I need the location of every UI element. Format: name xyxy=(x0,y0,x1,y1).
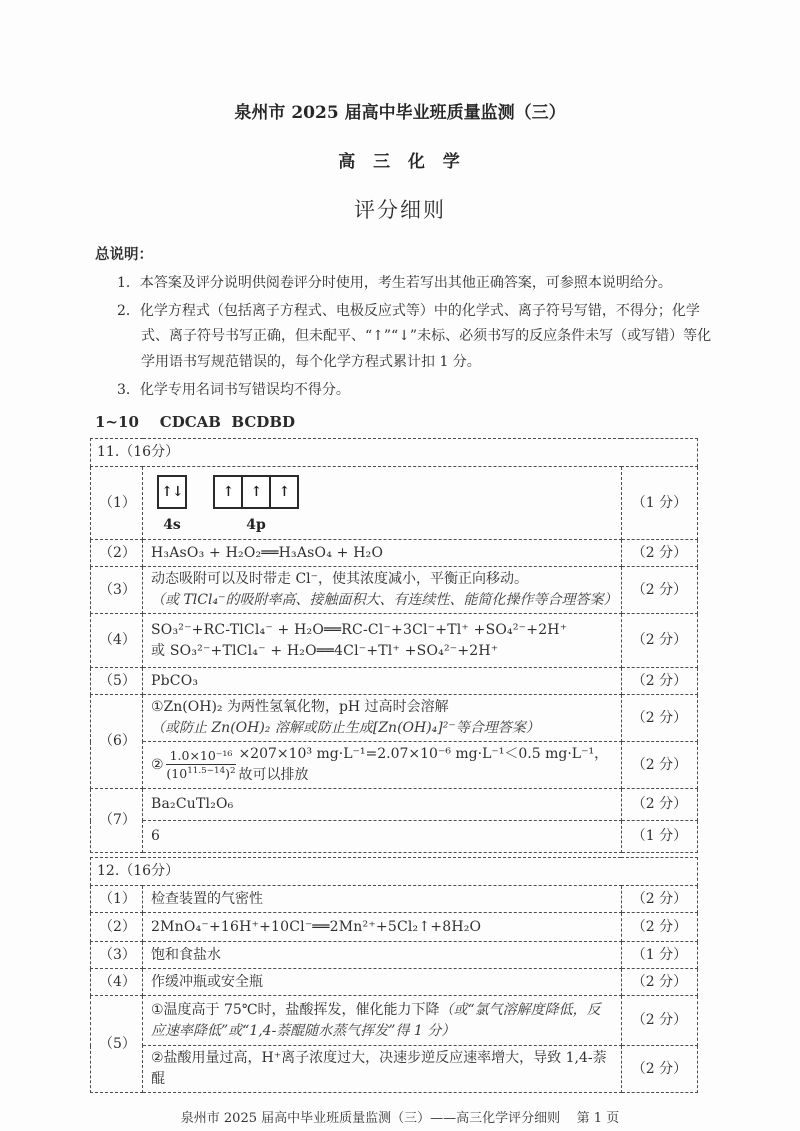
question-number: （1） xyxy=(91,886,143,913)
note-item-2 xyxy=(95,299,713,375)
answer-cell: Ba₂CuTl₂O₆ xyxy=(143,789,622,821)
table-row xyxy=(91,1046,698,1093)
question-number: （5） xyxy=(91,668,143,695)
answer-cell xyxy=(143,695,622,742)
question-number: （4） xyxy=(91,969,143,996)
table-row xyxy=(91,969,698,996)
fraction xyxy=(166,749,237,782)
question-number: （3） xyxy=(91,942,143,969)
note-item-1 xyxy=(95,271,713,296)
score-cell: （2 分） xyxy=(621,996,697,1046)
orbital-label-4s: 4s xyxy=(163,517,181,534)
subject-title: 高 三 化 学 xyxy=(338,152,462,172)
table-row xyxy=(91,942,698,969)
answer-cell: ②盐酸用量过高，H⁺离子浓度过大，决速步逆反应速率增大，导致 1,4-萘醌 xyxy=(143,1046,622,1093)
answer-cell: PbCO₃ xyxy=(143,668,622,695)
note-text: 化学方程式（包括离子方程式、电极反应式等）中的化学式、离子符号写错，不得分；化学式、离子符号书写正确，但未配平、“↑”“↓”未标、必须书写的反应条件未写（或写错）等化学用语书写规范错误的，每个化学方程式累计扣 1 分。 xyxy=(139,303,712,370)
orbital-label-4p: 4p xyxy=(246,517,266,534)
q11-header-row xyxy=(91,439,698,467)
answer-cell: H₃AsO₃ + H₂O₂══H₃AsO₄ + H₂O xyxy=(143,540,622,567)
choice-answers: 1~10 CDCAB BCDBD xyxy=(95,413,296,432)
answer-cell xyxy=(143,467,622,540)
score-cell: （1 分） xyxy=(621,821,697,853)
answer-line: ①Zn(OH)₂ 为两性氢氧化物，pH 过高时会溶解 xyxy=(151,699,449,716)
table-row xyxy=(91,913,698,942)
answer-cell: 6 xyxy=(143,821,622,853)
score-cell: （2 分） xyxy=(621,695,697,742)
notes-heading: 总说明： xyxy=(95,246,153,263)
note-number: 2． xyxy=(117,303,140,320)
answer-main: ①温度高于 75℃时，盐酸挥发，催化能力下降 xyxy=(151,1001,440,1018)
answer-cell xyxy=(143,742,622,789)
question-number: （6） xyxy=(91,695,143,789)
question-number: （2） xyxy=(91,913,143,942)
score-cell: （2 分） xyxy=(621,668,697,695)
answer-alt-line: （或 TlCl₄⁻的吸附率高、接触面积大、有连续性、能简化操作等合理答案） xyxy=(151,592,618,609)
q12-header-row xyxy=(91,858,698,886)
table-row xyxy=(91,467,698,540)
footer-text: 泉州市 2025 届高中毕业班质量监测（三）——高三化学评分细则 第 1 页 xyxy=(180,1111,620,1127)
question-number: （4） xyxy=(91,614,143,668)
answer-line: 动态吸附可以及时带走 Cl⁻，使其浓度减小，平衡正向移动。 xyxy=(151,571,529,588)
equation-alt-line: 或 SO₃²⁻+TlCl₄⁻ + H₂O══4Cl⁻+Tl⁺ +SO₄²⁻+2H⁺ xyxy=(151,642,499,659)
calculation-rest: ×207×10³ mg·L⁻¹=2.07×10⁻⁶ mg·L⁻¹＜0.5 mg·L⁻¹，故可以排放 xyxy=(238,746,609,784)
orbital-box-4p-1: ↑ xyxy=(213,475,243,509)
fraction-denominator: $(10^{11.5-14})^2$ xyxy=(166,765,236,782)
fraction-numerator: 1.0×10⁻¹⁶ xyxy=(166,749,237,765)
table-row xyxy=(91,567,698,614)
score-cell: （2 分） xyxy=(621,614,697,668)
table-row xyxy=(91,742,698,789)
answer-cell xyxy=(143,567,622,614)
page-title: 泉州市 2025 届高中毕业班质量监测（三） xyxy=(234,103,566,123)
score-cell: （1 分） xyxy=(621,467,697,540)
orbital-4s-group xyxy=(157,475,187,536)
orbital-box-4s: ↑↓ xyxy=(157,475,187,509)
question-number: （2） xyxy=(91,540,143,567)
score-cell: （2 分） xyxy=(621,789,697,821)
table-row xyxy=(91,821,698,853)
question-number: （7） xyxy=(91,789,143,853)
answer-cell: 2MnO₄⁻+16H⁺+10Cl⁻══2Mn²⁺+5Cl₂↑+8H₂O xyxy=(143,913,622,942)
score-cell: （2 分） xyxy=(621,567,697,614)
score-cell: （2 分） xyxy=(621,913,697,942)
score-cell: （2 分） xyxy=(621,969,697,996)
answer-cell: 作缓冲瓶或安全瓶 xyxy=(143,969,622,996)
answer-alt: （或“氯气溶解度降低，反应速率降低”或“1,4-萘醌随水蒸气挥发”得 1 分） xyxy=(151,1001,601,1039)
orbital-box-4p-2: ↑ xyxy=(241,475,271,509)
score-cell: （2 分） xyxy=(621,886,697,913)
table-row xyxy=(91,996,698,1046)
question-number: （3） xyxy=(91,567,143,614)
q11-header: 11.（16分） xyxy=(91,439,698,467)
note-number: 3． xyxy=(117,381,140,398)
note-text: 本答案及评分说明供阅卷评分时使用，考生若写出其他正确答案，可参照本说明给分。 xyxy=(139,275,672,292)
table-row xyxy=(91,614,698,668)
score-cell: （2 分） xyxy=(621,1046,697,1093)
q12-header: 12.（16分） xyxy=(91,858,698,886)
equation-line: SO₃²⁻+RC-TlCl₄⁻ + H₂O══RC-Cl⁻+3Cl⁻+Tl⁺ +SO₄²⁻+2H⁺ xyxy=(151,621,568,638)
answer-cell xyxy=(143,614,622,668)
q11-table xyxy=(90,438,698,853)
table-row xyxy=(91,540,698,567)
question-number: （1） xyxy=(91,467,143,540)
table-row xyxy=(91,886,698,913)
note-number: 1． xyxy=(117,275,140,292)
q12-table xyxy=(90,857,698,1093)
table-row xyxy=(91,789,698,821)
orbital-4p-group xyxy=(213,475,299,536)
note-item-3 xyxy=(95,378,713,403)
orbital-diagram xyxy=(151,469,613,537)
item-prefix: ② xyxy=(151,756,164,773)
calculation-line xyxy=(151,744,613,786)
answer-cell: 饱和食盐水 xyxy=(143,942,622,969)
score-cell: （2 分） xyxy=(621,742,697,789)
answer-cell: 检查装置的气密性 xyxy=(143,886,622,913)
orbital-box-4p-3: ↑ xyxy=(269,475,299,509)
question-number: （5） xyxy=(91,996,143,1093)
general-notes xyxy=(95,242,713,403)
note-text: 化学专用名词书写错误均不得分。 xyxy=(139,381,350,398)
table-row xyxy=(91,668,698,695)
answer-cell xyxy=(143,996,622,1046)
score-cell: （1 分） xyxy=(621,942,697,969)
answer-alt-line: （或防止 Zn(OH)₂ 溶解或防止生成[Zn(OH)₄]²⁻等合理答案） xyxy=(151,720,540,737)
score-cell: （2 分） xyxy=(621,540,697,567)
table-row xyxy=(91,695,698,742)
rubric-title: 评分细则 xyxy=(354,198,446,222)
